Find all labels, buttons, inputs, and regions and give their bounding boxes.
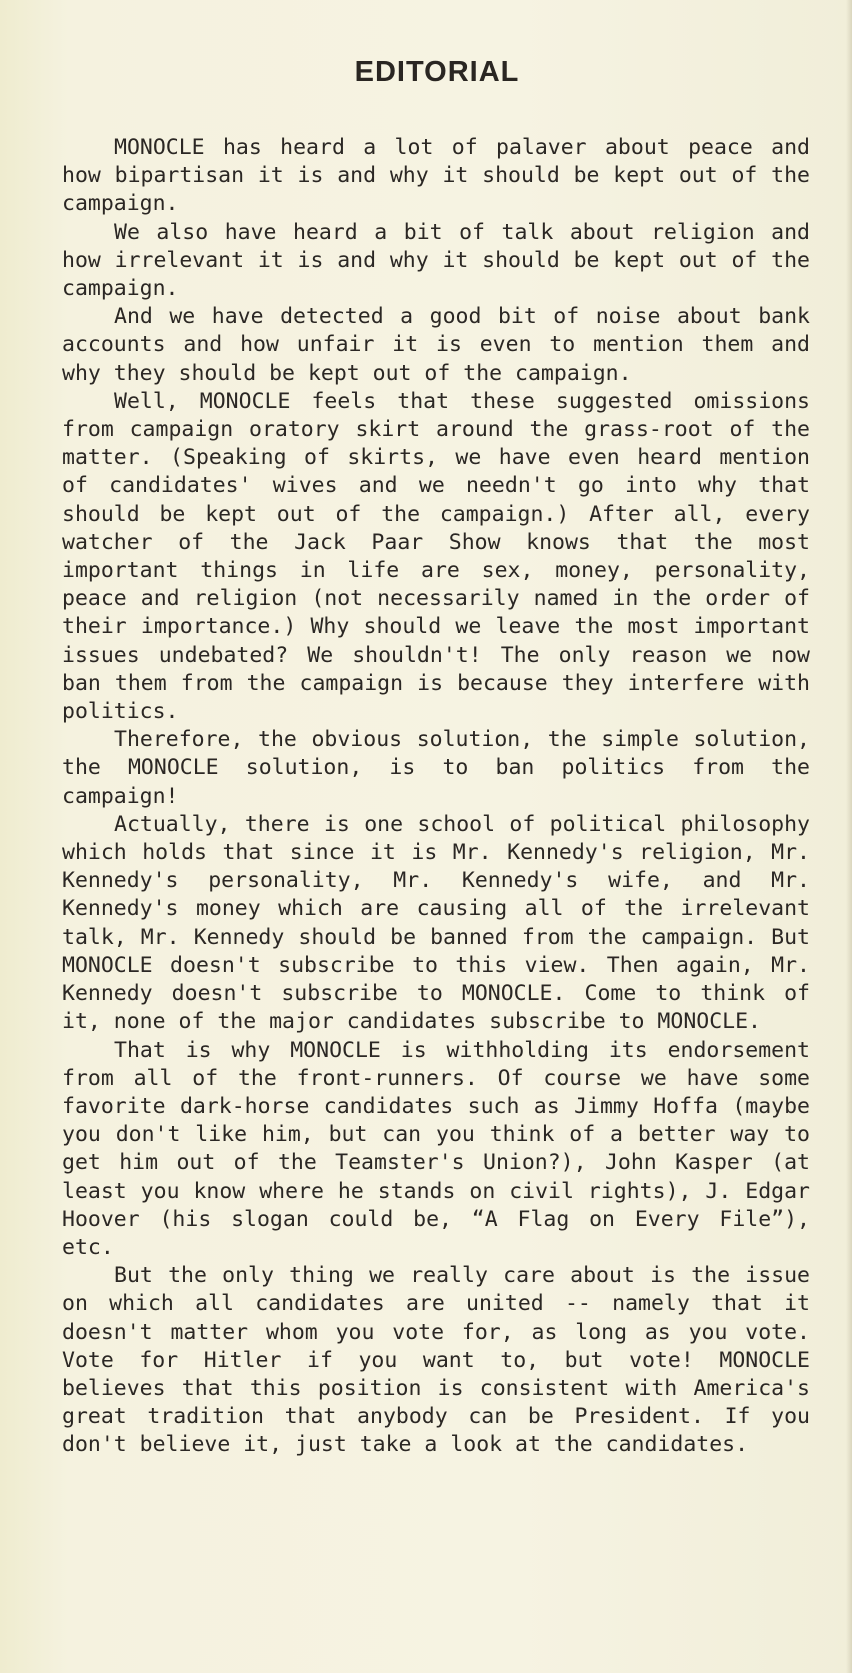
paragraph-omissions: Well, MONOCLE feels that these suggested omissions from campaign oratory skirt around the grass-root of the matter. (Speaking of skirts, we have even heard mention of candidates' wives and we needn't go into why that should be kept out of the campaign.) After all, every watcher of the Jack Paar Show knows that the most important things in life are sex, money, personality, peace and religion (not necessarily named in the order of their importance.) Why should we leave the most important issues undebated? We shouldn't! The only reason we now ban them from the campaign is because they interfere with politics. — [62, 388, 810, 725]
editorial-title: EDITORIAL — [354, 56, 520, 88]
paragraph-kennedy: Actually, there is one school of political philosophy which holds that since it is Mr. Kennedy's religion, Mr. Kennedy's personality, Mr. Kennedy's wife, and Mr. Kennedy's money which are causing all of the irrelevant talk, Mr. Kennedy should be banned from the campaign. But MONOCLE doesn't subscribe to this view. Then again, Mr. Kennedy doesn't subscribe to MONOCLE. Come to think of it, none of the major candidates subscribe to MONOCLE. — [62, 811, 810, 1035]
paragraph-solution: Therefore, the obvious solution, the simple solution, the MONOCLE solution, is to ban politics from the campaign! — [62, 727, 810, 809]
paragraph-dark-horse: That is why MONOCLE is withholding its endorsement from all of the front-runners. Of course we have some favorite dark-horse candidates such as Jimmy Hoffa (maybe you don't like him, but can you think of a better way to get him out of the Teamster's Union?), John Kasper (at least you know where he stands on civil rights), J. Edgar Hoover (his slogan could be, “A Flag on Every File”), etc. — [62, 1037, 810, 1260]
editorial-body — [62, 134, 810, 1460]
paragraph-bank-accounts: And we have detected a good bit of noise about bank accounts and how unfair it is even to mention them and why they should be kept out of the campaign. — [62, 304, 810, 386]
paragraph-religion: We also have heard a bit of talk about religion and how irrelevant it is and why it should be kept out of the campaign. — [62, 219, 810, 302]
page-edge — [846, 0, 852, 1673]
paragraph-peace: MONOCLE has heard a lot of palaver about peace and how bipartisan it is and why it should be kept out of the campaign. — [62, 135, 810, 217]
paragraph-conclusion: But the only thing we really care about is the issue on which all candidates are united -- namely that it doesn't matter whom you vote for, as long as you vote. Vote for Hitler if you want to, but vote! MONOCLE believes that this position is consistent with America's great tradition that anybody can be President. If you don't believe it, just take a look at the candidates. — [62, 1263, 810, 1458]
